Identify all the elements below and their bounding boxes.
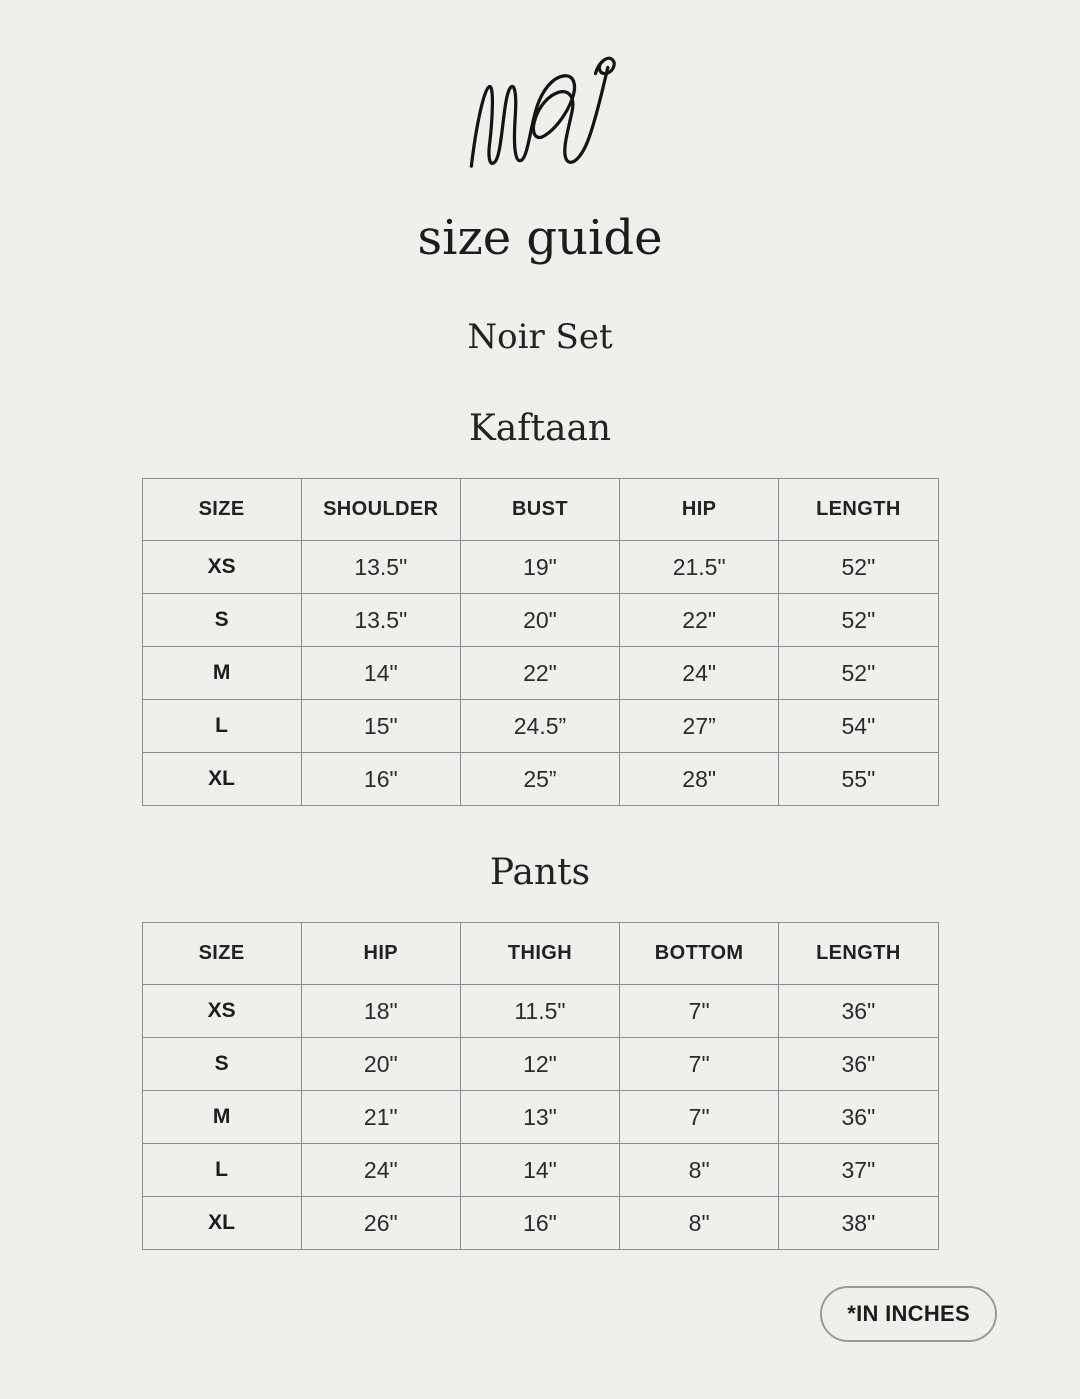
mw-signature-icon bbox=[459, 52, 621, 180]
measurement-cell: 38" bbox=[779, 1197, 938, 1250]
size-cell: S bbox=[142, 1038, 301, 1091]
size-cell: M bbox=[142, 647, 301, 700]
measurement-cell: 13.5" bbox=[301, 541, 460, 594]
measurement-cell: 37" bbox=[779, 1144, 938, 1197]
measurement-cell: 7" bbox=[620, 985, 779, 1038]
size-cell: XL bbox=[142, 1197, 301, 1250]
size-table-kaftaan bbox=[142, 478, 939, 806]
inches-note-label: *IN INCHES bbox=[847, 1301, 970, 1326]
column-header-size: SIZE bbox=[142, 479, 301, 541]
measurement-cell: 24" bbox=[301, 1144, 460, 1197]
product-name: Noir Set bbox=[467, 317, 613, 357]
measurement-cell: 16" bbox=[301, 753, 460, 806]
measurement-cell: 14" bbox=[460, 1144, 619, 1197]
measurement-cell: 55" bbox=[779, 753, 938, 806]
size-table-pants bbox=[142, 922, 939, 1250]
measurement-cell: 52" bbox=[779, 541, 938, 594]
table-row-m bbox=[142, 1091, 938, 1144]
column-header-shoulder: SHOULDER bbox=[301, 479, 460, 541]
table-header-row bbox=[142, 479, 938, 541]
table-row-xs bbox=[142, 541, 938, 594]
size-cell: L bbox=[142, 700, 301, 753]
measurement-cell: 13" bbox=[460, 1091, 619, 1144]
measurement-cell: 19" bbox=[460, 541, 619, 594]
size-cell: XL bbox=[142, 753, 301, 806]
column-header-length: LENGTH bbox=[779, 479, 938, 541]
size-cell: S bbox=[142, 594, 301, 647]
measurement-cell: 14" bbox=[301, 647, 460, 700]
column-header-bottom: BOTTOM bbox=[620, 923, 779, 985]
measurement-cell: 7" bbox=[620, 1038, 779, 1091]
size-cell: XS bbox=[142, 985, 301, 1038]
page-title: size guide bbox=[417, 210, 663, 266]
column-header-hip: HIP bbox=[301, 923, 460, 985]
column-header-hip: HIP bbox=[620, 479, 779, 541]
section-title-pants: Pants bbox=[489, 852, 591, 893]
size-cell: M bbox=[142, 1091, 301, 1144]
measurement-cell: 36" bbox=[779, 1038, 938, 1091]
measurement-cell: 27” bbox=[620, 700, 779, 753]
measurement-cell: 25” bbox=[460, 753, 619, 806]
measurement-cell: 12" bbox=[460, 1038, 619, 1091]
measurement-cell: 36" bbox=[779, 985, 938, 1038]
measurement-cell: 28" bbox=[620, 753, 779, 806]
table-header-row bbox=[142, 923, 938, 985]
table-row-m bbox=[142, 647, 938, 700]
column-header-bust: BUST bbox=[460, 479, 619, 541]
measurement-cell: 22" bbox=[620, 594, 779, 647]
table-row-s bbox=[142, 594, 938, 647]
table-row-l bbox=[142, 1144, 938, 1197]
column-header-size: SIZE bbox=[142, 923, 301, 985]
measurement-cell: 11.5" bbox=[460, 985, 619, 1038]
measurement-cell: 7" bbox=[620, 1091, 779, 1144]
measurement-cell: 8" bbox=[620, 1197, 779, 1250]
measurement-cell: 15" bbox=[301, 700, 460, 753]
size-cell: XS bbox=[142, 541, 301, 594]
measurement-cell: 13.5" bbox=[301, 594, 460, 647]
table-row-xs bbox=[142, 985, 938, 1038]
measurement-cell: 36" bbox=[779, 1091, 938, 1144]
table-row-xl bbox=[142, 1197, 938, 1250]
measurement-cell: 22" bbox=[460, 647, 619, 700]
inches-note-badge bbox=[820, 1286, 997, 1342]
brand-logo bbox=[459, 52, 621, 180]
table-row-xl bbox=[142, 753, 938, 806]
column-header-thigh: THIGH bbox=[460, 923, 619, 985]
measurement-cell: 8" bbox=[620, 1144, 779, 1197]
measurement-cell: 21" bbox=[301, 1091, 460, 1144]
measurement-cell: 20" bbox=[301, 1038, 460, 1091]
table-row-l bbox=[142, 700, 938, 753]
section-title-kaftaan: Kaftaan bbox=[468, 408, 612, 449]
measurement-cell: 26" bbox=[301, 1197, 460, 1250]
table-row-s bbox=[142, 1038, 938, 1091]
measurement-cell: 24.5” bbox=[460, 700, 619, 753]
footnote-row bbox=[0, 1286, 1080, 1342]
size-cell: L bbox=[142, 1144, 301, 1197]
measurement-cell: 24" bbox=[620, 647, 779, 700]
column-header-length: LENGTH bbox=[779, 923, 938, 985]
measurement-cell: 54" bbox=[779, 700, 938, 753]
measurement-cell: 16" bbox=[460, 1197, 619, 1250]
measurement-cell: 52" bbox=[779, 594, 938, 647]
measurement-cell: 20" bbox=[460, 594, 619, 647]
measurement-cell: 52" bbox=[779, 647, 938, 700]
measurement-cell: 21.5" bbox=[620, 541, 779, 594]
measurement-cell: 18" bbox=[301, 985, 460, 1038]
